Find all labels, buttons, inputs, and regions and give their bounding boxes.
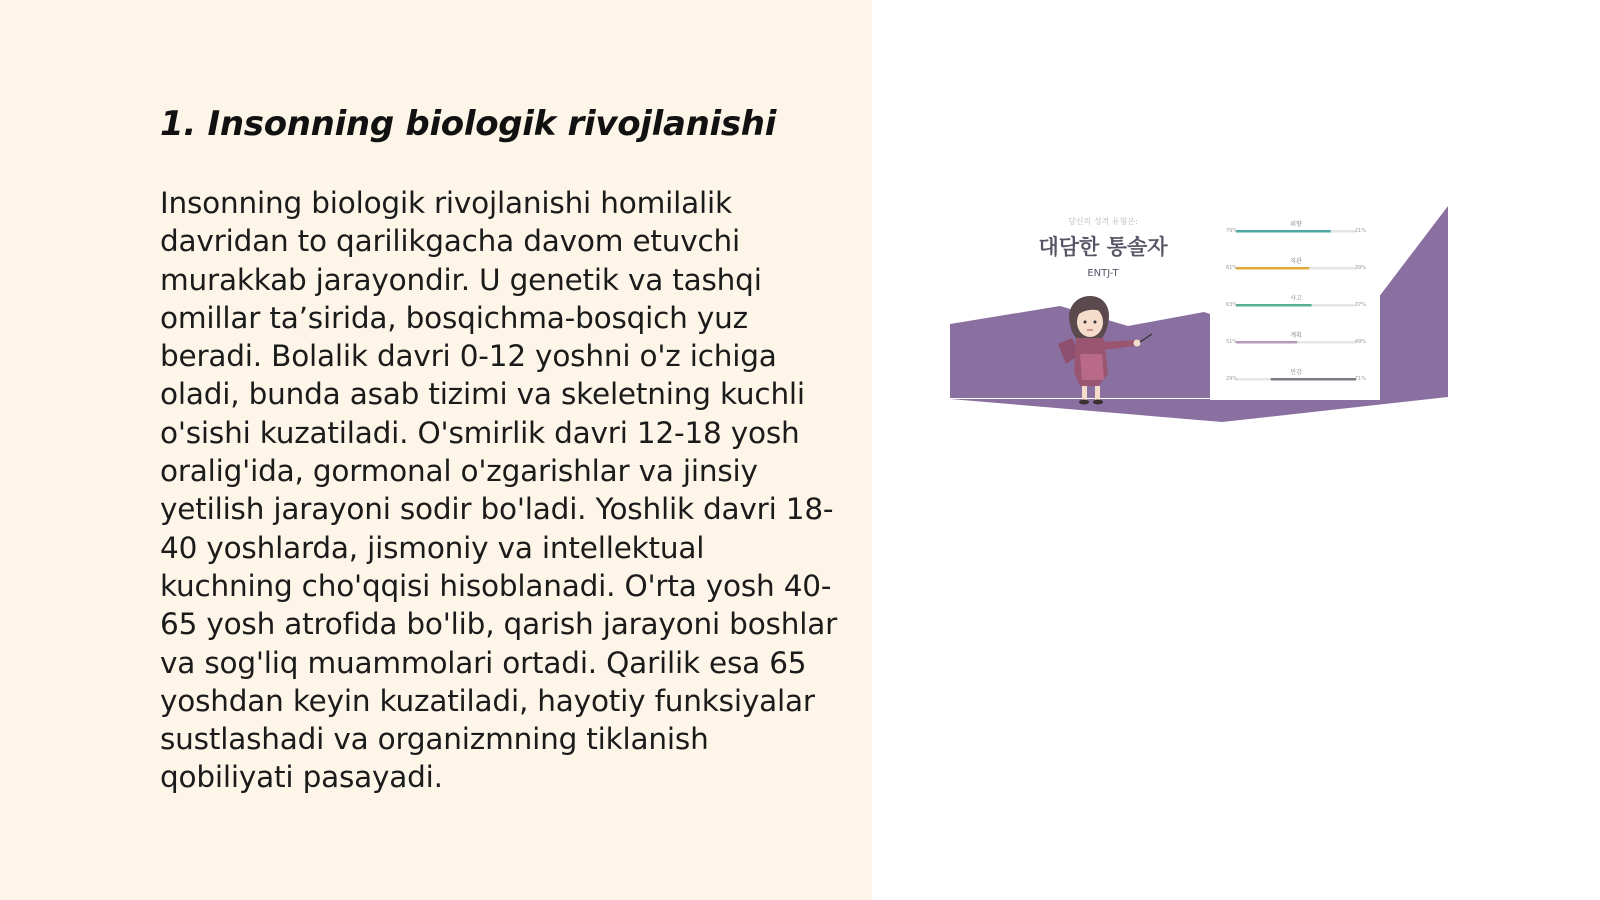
- trait-bar-fill: [1236, 304, 1312, 307]
- illustration-caption: 당신의 성격 유형은:: [1068, 217, 1138, 226]
- trait-bar-label: 민감: [1290, 369, 1302, 376]
- trait-bar-right-value: 39%: [1354, 265, 1366, 271]
- trait-bar-fill: [1271, 378, 1356, 381]
- trait-bar-fill: [1236, 341, 1297, 344]
- trait-bar-label: 계획: [1290, 332, 1302, 339]
- slide-title: 1. Insonning biologik rivojlanishi: [160, 104, 777, 144]
- illustration-heading: 대담한 통솔자: [1038, 235, 1168, 259]
- trait-bar-left-value: 79%: [1226, 228, 1238, 234]
- trait-bar-right-value: 49%: [1354, 339, 1366, 345]
- trait-bar-left-value: 51%: [1226, 339, 1238, 345]
- trait-bar-right-value: 71%: [1354, 376, 1366, 382]
- trait-bar-label: 직관: [1290, 258, 1302, 265]
- trait-bar-fill: [1236, 230, 1331, 233]
- illustration-svg: [948, 204, 1452, 434]
- slide-body-text: Insonning biologik rivojlanishi homilalik davridan to qarilikgacha davom etuvchi murakkab jarayondir. U genetik va tashqi omillar ta’sirida, bosqichma-bosqich yuz beradi. Bolalik davri 0-12 yoshni o'z ichiga oladi, bunda asab tizimi va skeletning kuchli o'sishi kuzatiladi. O'smirlik davri 12-18 yosh oralig'ida, gormonal o'zgarishlar va jinsiy yetilish jarayoni sodir bo'ladi. Yoshlik davri 18-40 yoshlarda, jismoniy va intellektual kuchning cho'qqisi hisoblanadi. O'rta yosh 40-65 yosh atrofida bo'lib, qarish jarayoni boshlar va sog'liq muammolari ortadi. Qarilik esa 65 yoshdan keyin kuzatiladi, hayotiy funksiyalar sustlashadi va organizmning tiklanish qobiliyati pasayadi.: [160, 186, 838, 795]
- trait-bar-right-value: 21%: [1354, 228, 1366, 234]
- trait-bar-left-value: 29%: [1226, 376, 1238, 382]
- trait-bar-label: 외향: [1290, 221, 1302, 228]
- personality-result-illustration: [948, 204, 1452, 434]
- trait-bar-fill: [1236, 267, 1309, 270]
- trait-bar-left-value: 61%: [1226, 265, 1238, 271]
- trait-bar-left-value: 63%: [1226, 302, 1238, 308]
- illustration-type-code: ENTJ-T: [1087, 268, 1119, 279]
- trait-bar-label: 사고: [1290, 295, 1302, 302]
- trait-bar-right-value: 37%: [1354, 302, 1366, 308]
